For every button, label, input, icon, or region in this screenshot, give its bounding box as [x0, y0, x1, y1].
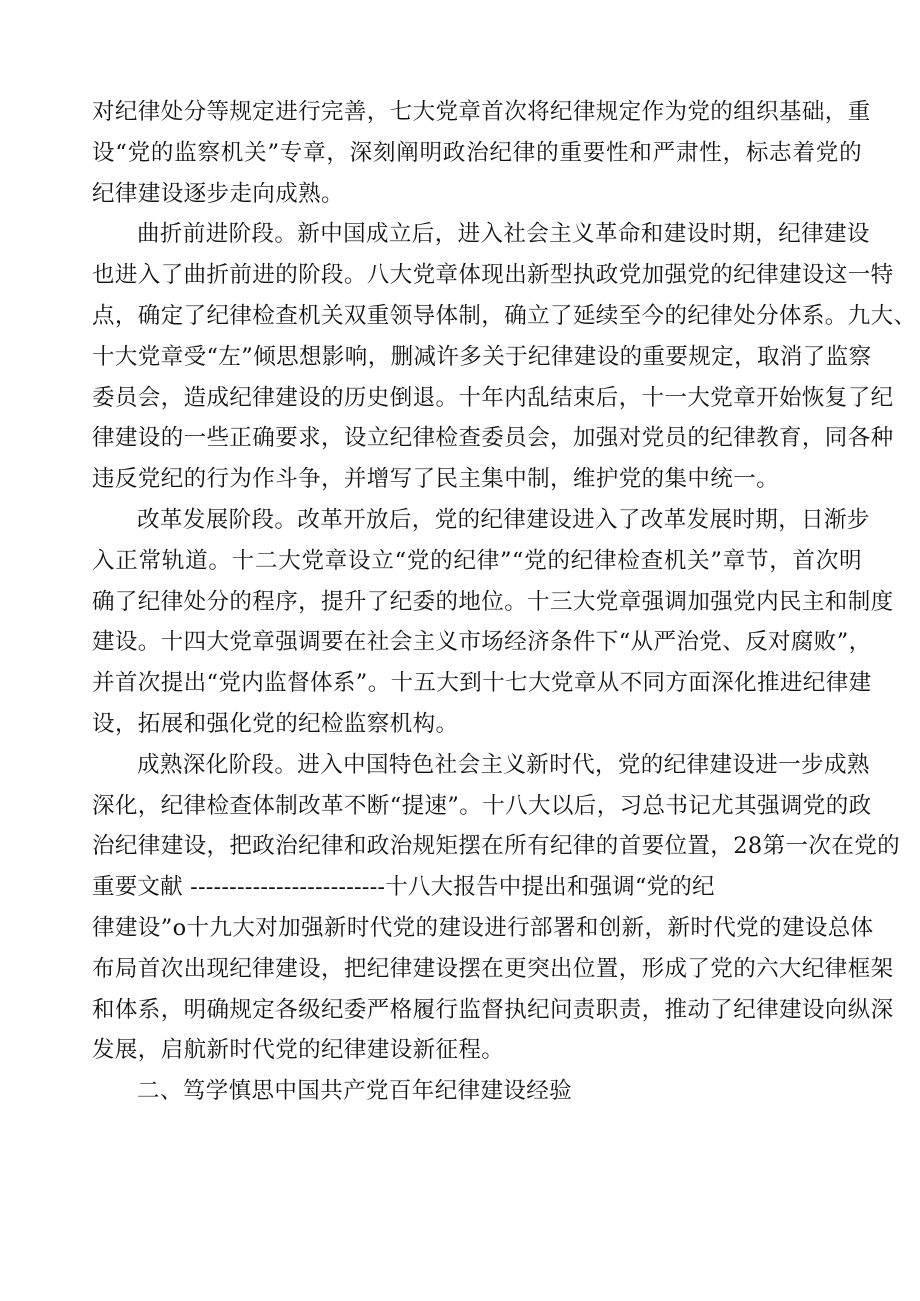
- text-line: 布局首次出现纪律建设，把纪律建设摆在更突出位置，形成了党的六大纪律框架: [92, 955, 894, 982]
- heading-text: 二、笃学慎思中国共产党百年纪律建设经验: [137, 1078, 573, 1105]
- text-line: 确了纪律处分的程序，提升了纪委的地位。十三大党章强调加强党内民主和制度: [92, 588, 894, 615]
- text-line: 点，确定了纪律检查机关双重领导体制，确立了延续至今的纪律处分体系。九大、: [92, 302, 917, 329]
- text-line: 曲折前进阶段。新中国成立后，进入社会主义革命和建设时期，纪律建设: [137, 221, 870, 248]
- text-line: 改革发展阶段。改革开放后，党的纪律建设进入了改革发展时期，日渐步: [137, 506, 870, 533]
- paragraph-reform-stage: [92, 500, 894, 745]
- text-line: 并首次提出“党内监督体系”。十五大到十七大党章从不同方面深化推进纪律建: [92, 670, 872, 697]
- text-line: 十大党章受“左”倾思想影响，删减许多关于纪律建设的重要规定，取消了监察: [92, 343, 872, 370]
- text-line: 入正常轨道。十二大党章设立“党的纪律”“党的纪律检查机关”章节，首次明: [92, 547, 862, 574]
- text-line: 成熟深化阶段。进入中国特色社会主义新时代，党的纪律建设进一步成熟: [137, 751, 870, 778]
- text-line: 治纪律建设，把政治纪律和政治规矩摆在所有纪律的首要位置，28第一次在党的: [92, 833, 901, 860]
- text-line: 深化，纪律检查体制改革不断“提速”。十八大以后，习总书记尤其强调党的政: [92, 792, 872, 819]
- text-line: 和体系，明确规定各级纪委严格履行监督执纪问责职责，推动了纪律建设向纵深: [92, 996, 894, 1023]
- document-body: [92, 92, 917, 1112]
- text-line: 委员会，造成纪律建设的历史倒退。十年内乱结束后，十一大党章开始恢复了纪: [92, 384, 894, 411]
- section-heading: [92, 1071, 862, 1112]
- text-line: 律建设”o十九大对加强新时代党的建设进行部署和创新，新时代党的建设总体: [92, 914, 874, 941]
- text-line: 设，拓展和强化党的纪检监察机构。: [92, 710, 459, 737]
- paragraph-continuation: [92, 92, 871, 214]
- text-line: 发展，启航新时代党的纪律建设新征程。: [92, 1037, 505, 1064]
- text-line: 设“党的监察机关”专章，深刻阐明政治纪律的重要性和严肃性，标志着党的: [92, 139, 862, 166]
- text-line: 重要文献 -------------------------十八大报告中提出和强调“党的纪: [92, 874, 715, 901]
- text-line: 律建设的一些正确要求，设立纪律检查委员会，加强对党员的纪律教育，同各种: [92, 425, 894, 452]
- text-line: 建设。十四大党章强调要在社会主义市场经济条件下“从严治党、反对腐败”，: [92, 629, 872, 656]
- text-line: 违反党纪的行为作斗争，并增写了民主集中制，维护党的集中统一。: [92, 466, 780, 493]
- paragraph-tortuous-stage: [92, 214, 917, 500]
- text-line: 纪律建设逐步走向成熟。: [92, 180, 344, 207]
- text-line: 对纪律处分等规定进行完善，七大党章首次将纪律规定作为党的组织基础，重: [92, 99, 871, 125]
- paragraph-mature-stage: [92, 745, 901, 1071]
- text-line: 也进入了曲折前进的阶段。八大党章体现出新型执政党加强党的纪律建设这一特: [92, 262, 894, 289]
